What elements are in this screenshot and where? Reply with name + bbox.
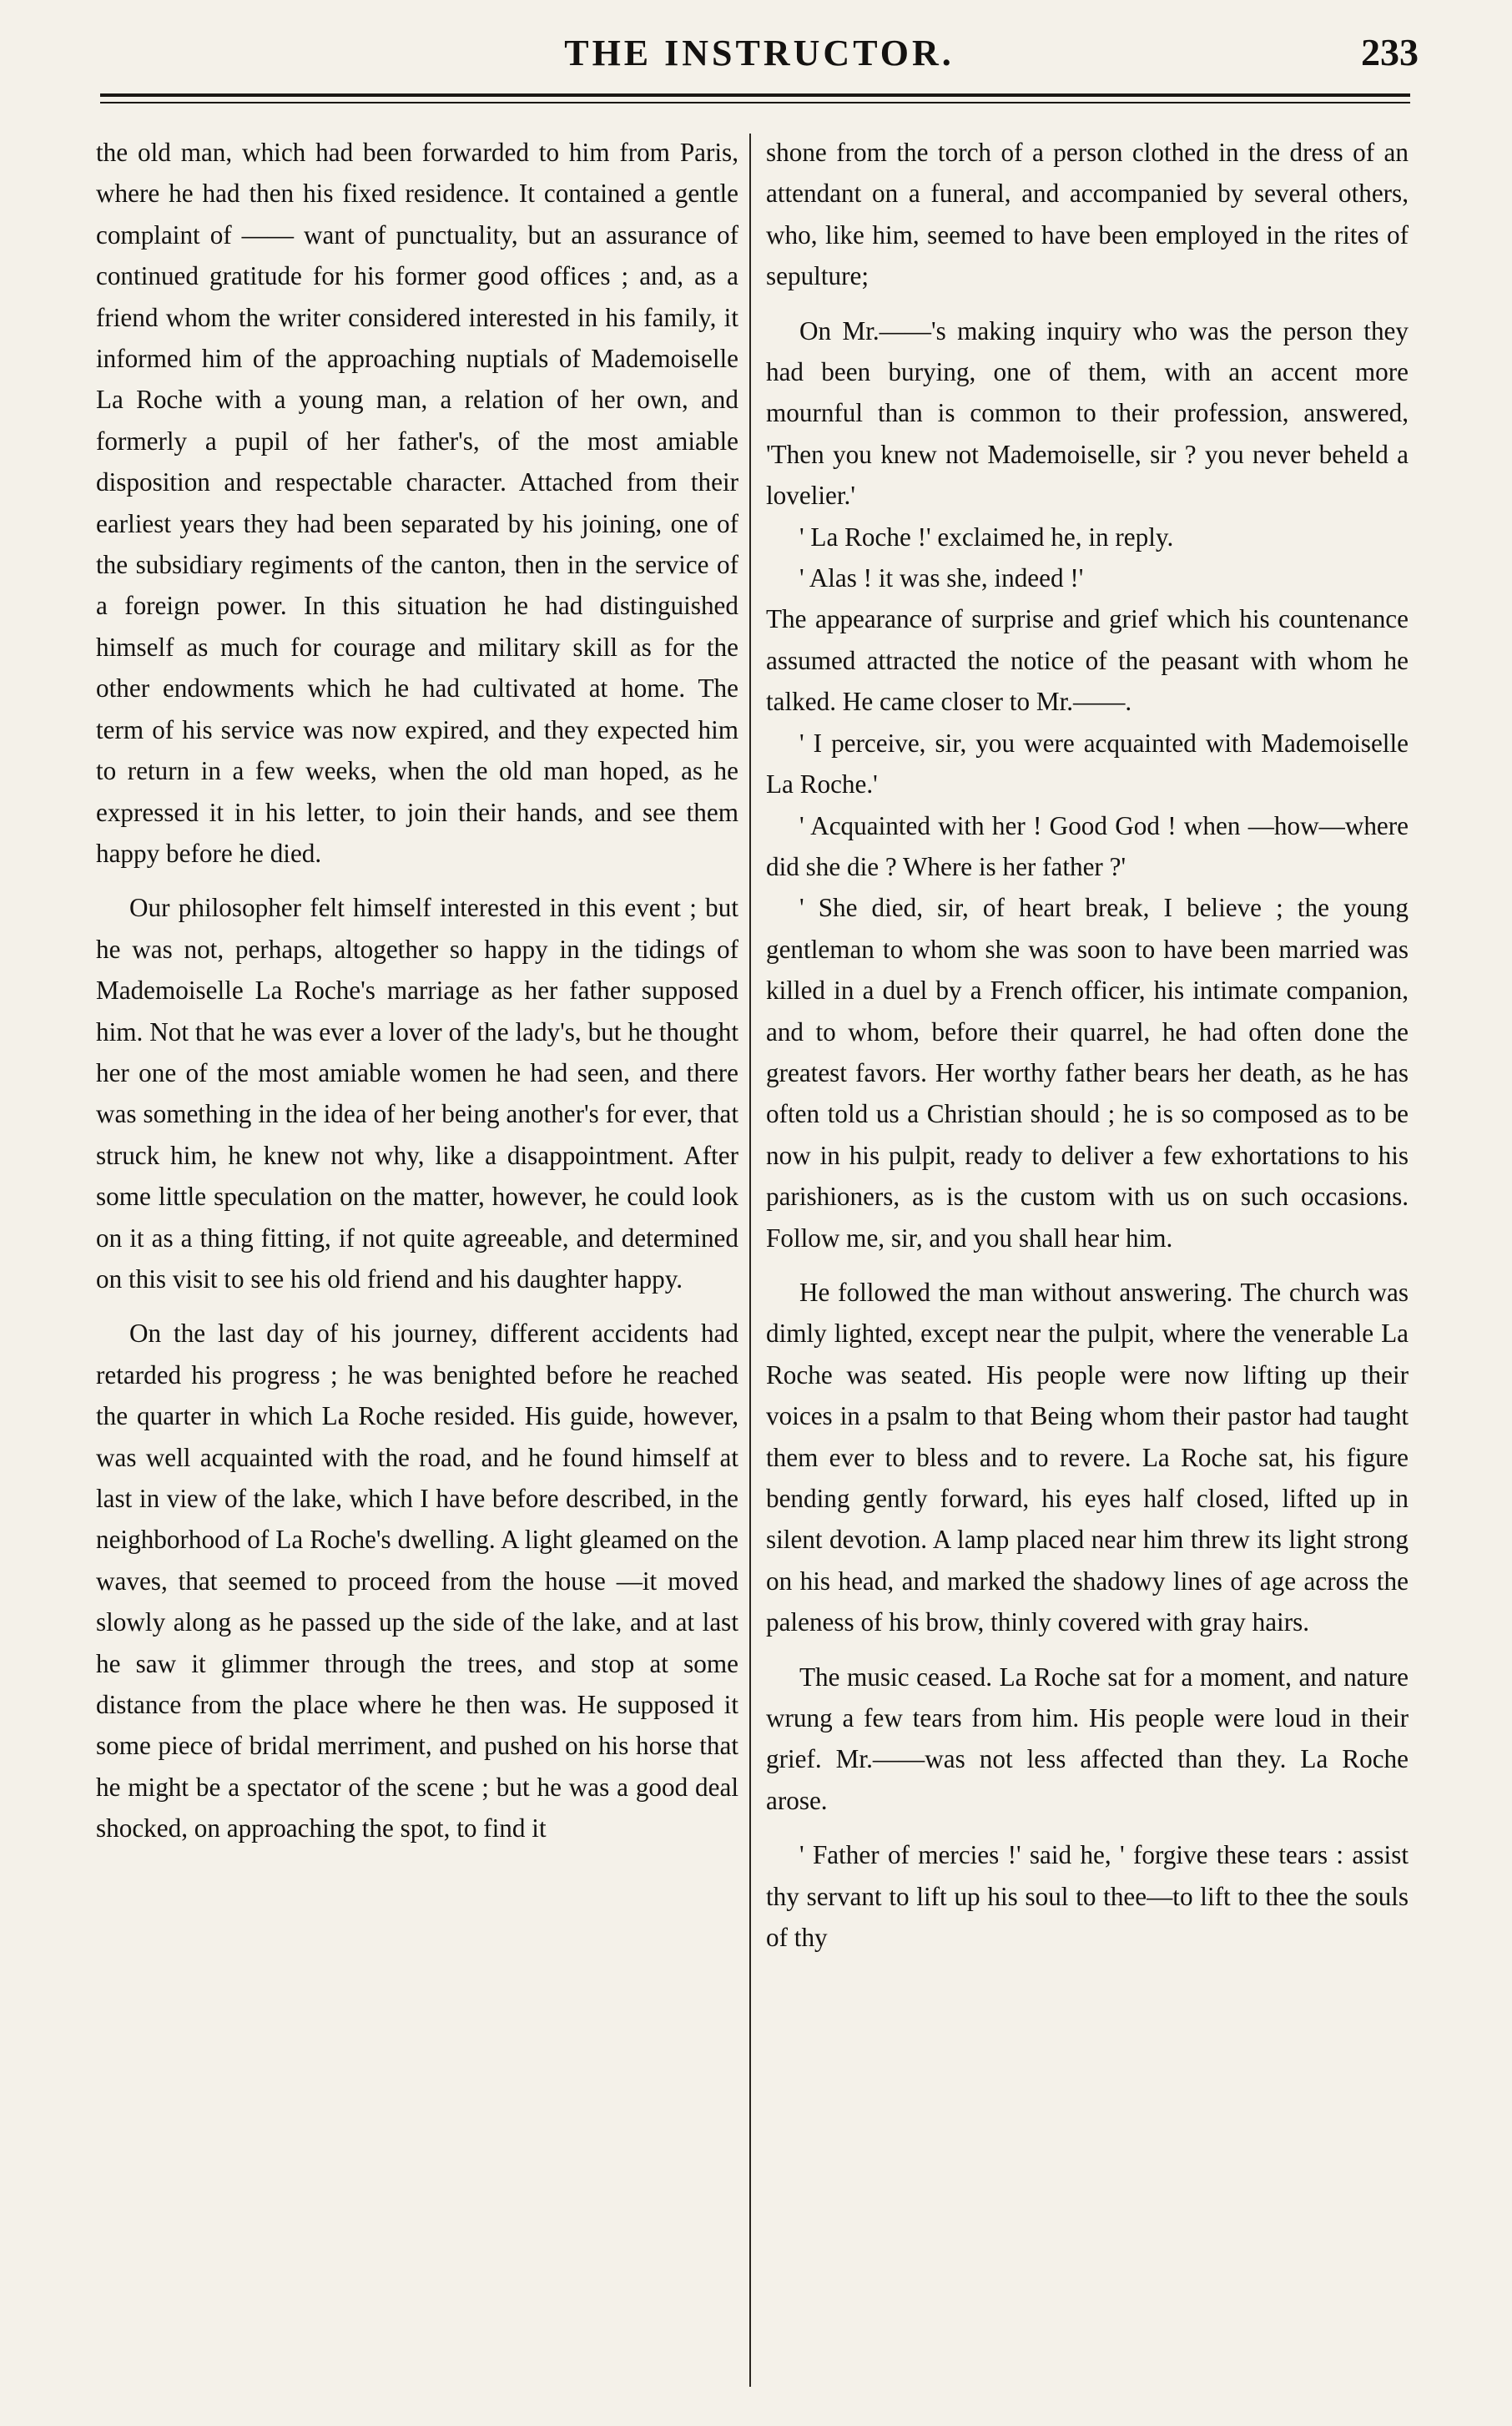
header-rule [100,93,1410,97]
column-divider [749,134,751,2387]
paragraph: Our philosopher felt himself interested in this event ; but he was not, perhaps, altogether so happy in the tidings of Mademoiselle La Roche's marriage as her father supposed him. Not that he was ever a lover of the lady's, but he thought her one of the most amiable women he had seen, and there was something in the idea of her being another's for ever, that struck him, he knew not why, like a disappointment. After some little speculation on the matter, however, he could look on it as a thing fitting, if not quite agreeable, and determined on this visit to see his old friend and his daughter happy. [96,893,738,1294]
paragraph: The music ceased. La Roche sat for a moment, and nature wrung a few tears from him. His people were loud in their grief. Mr.——was not less affected than they. La Roche arose. [766,1662,1409,1815]
running-title: THE INSTRUCTOR. [564,33,955,73]
page-header [92,25,1427,75]
paragraph: The appearance of surprise and grief which his countenance assumed attracted the notice of the peasant with whom he talked. He came closer to Mr.——. [766,604,1409,717]
right-column [766,132,1409,1958]
page-number: 233 [1361,31,1419,73]
paragraph: ' She died, sir, of heart break, I believe ; the young gentleman to whom she was soon to have been married was killed in a duel by a French officer, his intimate companion, and to whom, before their quarrel, he had often done the greatest favors. Her worthy father bears her death, as he has often told us a Christian should ; he is so composed as to be now in his pulpit, ready to deliver a few exhortations to his parishioners, as is the custom with us on such occasions. Follow me, sir, and you shall hear him. [766,893,1409,1253]
paragraph: ' Alas ! it was she, indeed !' [799,563,1084,593]
paragraph: the old man, which had been forwarded to him from Paris, where he had then his fixed residence. It contained a gentle complaint of —— want of punctuality, but an assurance of continued gratitude for his former good offices ; and, as a friend whom the writer considered interested in his family, it informed him of the approaching nuptials of Mademoiselle La Roche with a young man, a relation of her own, and formerly a pupil of her father's, of the most amiable disposition and respectable character. Attached from their earliest years they had been separated by his joining, one of the subsidiary regiments of the canton, then in the service of a foreign power. In this situation he had distinguished himself as much for courage and military skill as for the other endowments which he had cultivated at home. The term of his service was now expired, and they expected him to return in a few weeks, when the old man hoped, as he expressed it in his letter, to join their hands, and see them happy before he died. [96,138,738,868]
paragraph: On Mr.——'s making inquiry who was the person they had been burying, one of them, with an accent more mournful than is common to their profession, answered, 'Then you knew not Mademoiselle, sir ? you never beheld a lovelier.' [766,315,1409,511]
paragraph: ' Acquainted with her ! Good God ! when —how—where did she die ? Where is her father ?' [766,810,1409,881]
paragraph: shone from the torch of a person clothed in the dress of an attendant on a funeral, and accompanied by several others, who, like him, seemed to have been employed in the rites of sepulture; [766,138,1409,291]
paragraph: He followed the man without answering. The church was dimly lighted, except near the pulpit, where the venerable La Roche was seated. His people were now lifting up their voices in a psalm to that Being whom their pastor had taught them ever to bless and to revere. La Roche sat, his figure bending gently forward, his eyes half closed, lifted up in silent devotion. A lamp placed near him threw its light strong on his head, and marked the shadowy lines of age across the paleness of his brow, thinly covered with gray hairs. [766,1277,1409,1637]
paragraph: ' La Roche !' exclaimed he, in reply. [799,522,1174,552]
paragraph: ' Father of mercies !' said he, ' forgive these tears : assist thy servant to lift up his soul to thee—to lift to thee the souls of thy [766,1840,1409,1953]
paragraph: On the last day of his journey, different accidents had retarded his progress ; he was benighted before he reached the quarter in which La Roche resided. His guide, however, was well acquainted with the road, and he found himself at last in view of the lake, which I have before described, in the neighborhood of La Roche's dwelling. A light gleamed on the waves, that seemed to proceed from the house —it moved slowly along as he passed up the side of the lake, and at last he saw it glimmer through the trees, and stop at some distance from the place where he then was. He supposed it some piece of bridal merriment, and pushed on his horse that he might be a spectator of the scene ; but he was a good deal shocked, on approaching the spot, to find it [96,1319,738,1843]
paragraph: ' I perceive, sir, you were acquainted with Mademoiselle La Roche.' [766,728,1409,799]
header-rule-lower [100,102,1410,103]
left-column [96,132,738,1849]
